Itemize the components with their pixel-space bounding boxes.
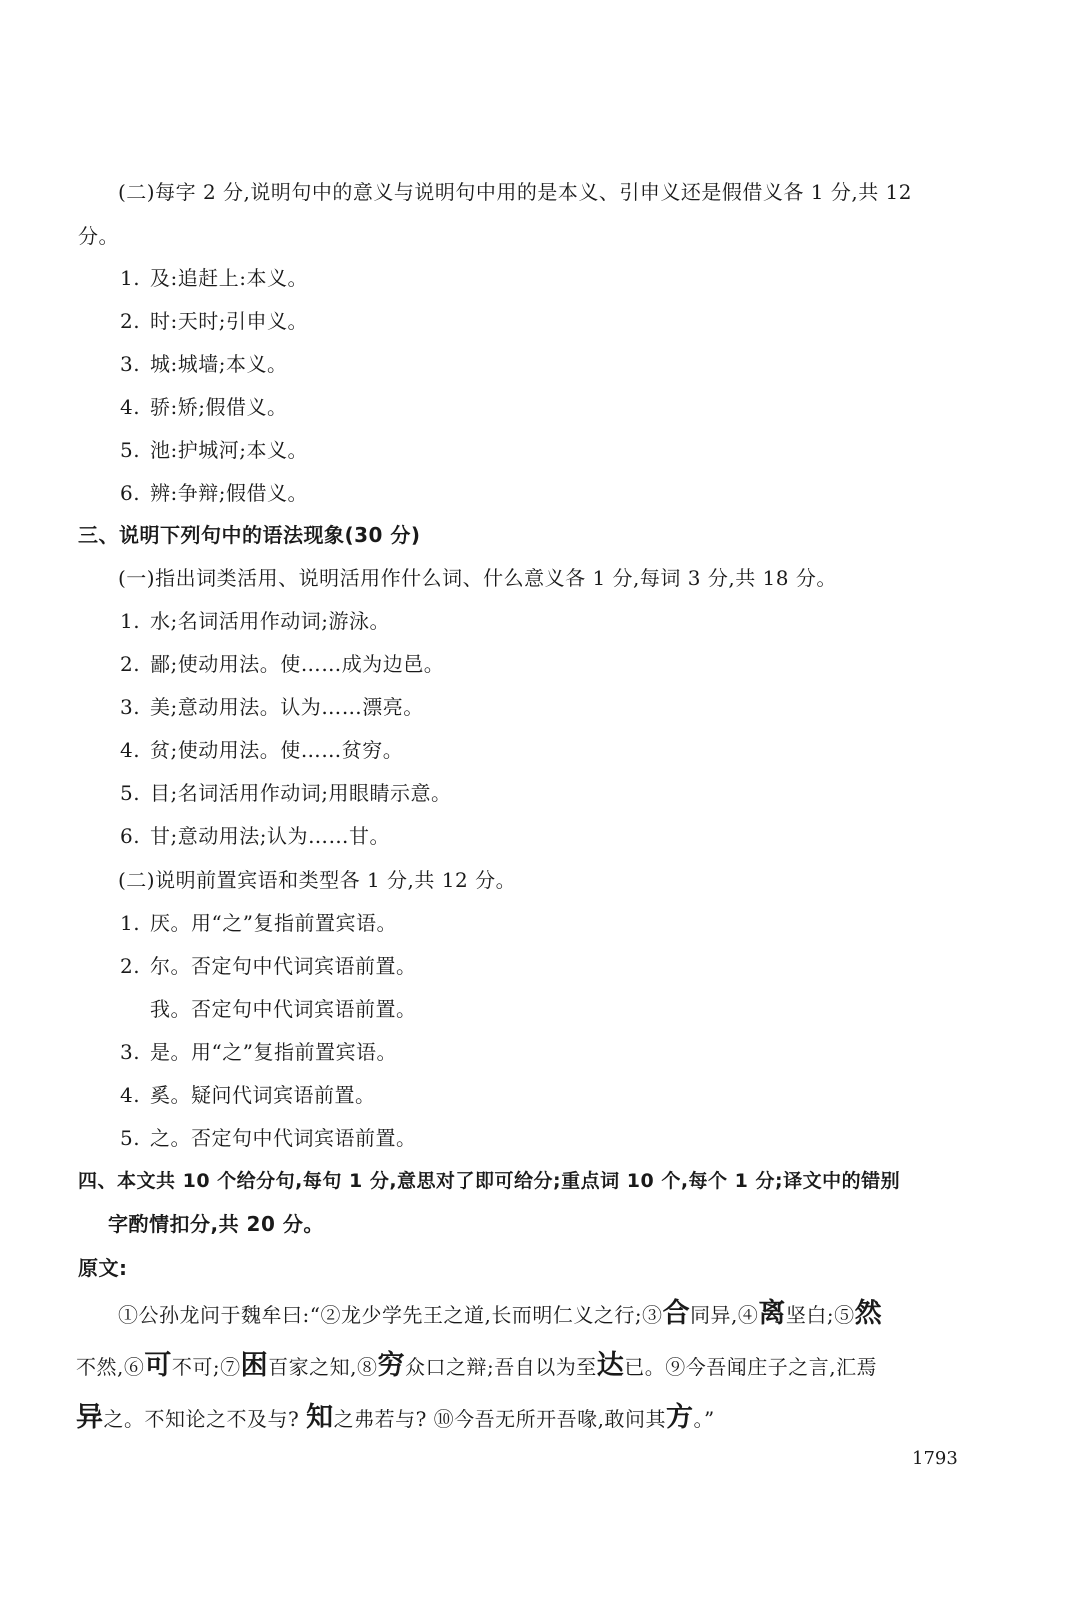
sec2-part2-heading-line1: (二)每字 2 分,说明句中的意义与说明句中用的是本义、引申义还是假借义各 1 分,共 12 xyxy=(118,180,913,204)
sec3-part1-heading: (一)指出词类活用、说明活用作什么词、什么意义各 1 分,每词 3 分,共 18 分。 xyxy=(118,566,837,590)
list-item: 4. 贫;使动用法。使……贫穷。 xyxy=(120,738,404,762)
list-item: 6. 辨:争辩;假借义。 xyxy=(120,481,308,505)
list-item: 3. 是。用“之”复指前置宾语。 xyxy=(120,1040,397,1064)
list-item: 3. 城:城墙;本义。 xyxy=(120,352,288,376)
classical-text-line1: ①公孙龙问于魏牟曰:“②龙少学先王之道,长而明仁义之行;③合同异,④离坚白;⑤然 xyxy=(118,1298,883,1329)
classical-text-line2: 不然,⑥可不可;⑦困百家之知,⑧穷众口之辩;吾自以为至达已。⑨今吾闻庄子之言,汇焉 xyxy=(76,1350,878,1381)
list-item: 1. 厌。用“之”复指前置宾语。 xyxy=(120,911,397,935)
list-item: 2. 尔。否定句中代词宾语前置。 xyxy=(120,954,417,978)
list-item: 5. 池:护城河;本义。 xyxy=(120,438,308,462)
section-4-title-line2: 字酌情扣分,共 20 分。 xyxy=(108,1212,324,1236)
list-item: 1. 水;名词活用作动词;游泳。 xyxy=(120,609,390,633)
classical-text-line3: 异之。不知论之不及与? 知之弗若与? ⑩今吾无所开吾喙,敢问其方。” xyxy=(76,1402,715,1433)
sec3-part2-heading: (二)说明前置宾语和类型各 1 分,共 12 分。 xyxy=(118,868,517,892)
list-item: 3. 美;意动用法。认为……漂亮。 xyxy=(120,695,424,719)
list-item: 2. 鄙;使动用法。使……成为边邑。 xyxy=(120,652,445,676)
sec2-part2-heading-line2: 分。 xyxy=(78,224,119,248)
section-3-title: 三、说明下列句中的语法现象(30 分) xyxy=(78,523,421,547)
list-item: 6. 甘;意动用法;认为……甘。 xyxy=(120,824,390,848)
list-item: 我。否定句中代词宾语前置。 xyxy=(150,997,417,1021)
list-item: 4. 骄:矫;假借义。 xyxy=(120,395,288,419)
list-item: 1. 及:追赶上:本义。 xyxy=(120,266,308,290)
list-item: 5. 目;名词活用作动词;用眼睛示意。 xyxy=(120,781,452,805)
list-item: 5. 之。否定句中代词宾语前置。 xyxy=(120,1126,417,1150)
yuanwen-label: 原文: xyxy=(78,1256,128,1280)
section-4-title-line1: 四、本文共 10 个给分句,每句 1 分,意思对了即可给分;重点词 10 个,每个 1 分;译文中的错别 xyxy=(78,1170,901,1192)
list-item: 2. 时:天时;引申义。 xyxy=(120,309,308,333)
list-item: 4. 奚。疑问代词宾语前置。 xyxy=(120,1083,376,1107)
page-number: 1793 xyxy=(912,1448,958,1469)
